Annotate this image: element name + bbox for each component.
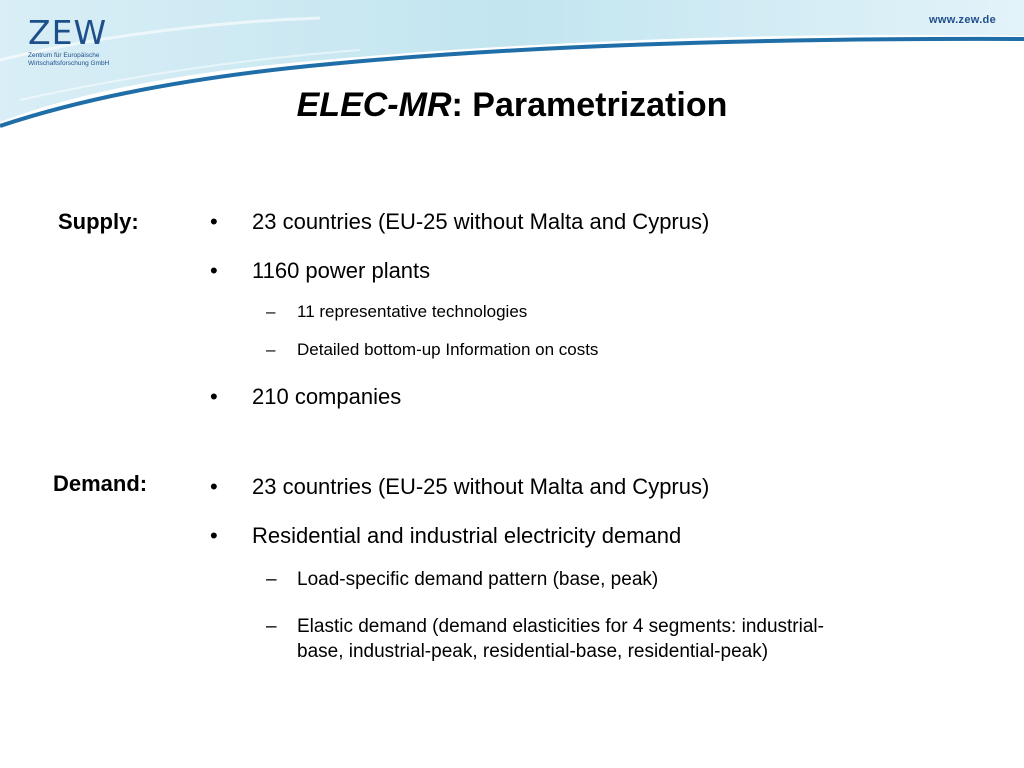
supply-sub-technologies: [266, 302, 527, 322]
sub-text-line-2: base, industrial-peak, residential-base, residential-peak): [297, 641, 769, 662]
supply-bullet-companies: [210, 384, 401, 410]
bullet-icon: •: [210, 384, 218, 409]
website-url: www.zew.de: [929, 14, 996, 26]
demand-bullet-countries: [210, 474, 709, 500]
sub-text: Load-specific demand pattern (base, peak): [297, 569, 659, 590]
dash-icon: –: [266, 302, 276, 321]
logo-subtitle-line-2: Wirtschaftsforschung GmbH: [28, 60, 110, 67]
bullet-text: 210 companies: [252, 384, 402, 409]
zew-logo: [28, 13, 138, 68]
sub-text-line-1: Elastic demand (demand elasticities for 4 segments: industrial-: [297, 616, 824, 637]
supply-bullet-power-plants: [210, 258, 430, 284]
dash-icon: –: [266, 616, 277, 637]
supply-bullet-countries: [210, 209, 709, 235]
dash-icon: –: [266, 569, 277, 590]
title-model-name: ELEC-MR: [296, 86, 452, 124]
bullet-text: 1160 power plants: [252, 258, 431, 283]
supply-sub-costs: [266, 340, 598, 360]
bullet-text: 23 countries (EU-25 without Malta and Cyprus): [252, 474, 710, 499]
bullet-text: 23 countries (EU-25 without Malta and Cyprus): [252, 209, 710, 234]
supply-label: Supply:: [58, 209, 139, 234]
demand-sub-elastic: [266, 614, 824, 664]
dash-icon: –: [266, 340, 276, 359]
title-rest: : Parametrization: [451, 86, 728, 124]
bullet-icon: •: [210, 209, 218, 234]
bullet-icon: •: [210, 258, 218, 283]
logo-subtitle-line-1: Zentrum für Europäische: [28, 52, 100, 59]
demand-sub-load-pattern: [266, 569, 658, 591]
sub-text: Detailed bottom-up Information on costs: [297, 340, 599, 359]
logo-subtitle: [28, 52, 138, 68]
bullet-text: Residential and industrial electricity demand: [252, 523, 682, 548]
bullet-icon: •: [210, 474, 218, 499]
demand-bullet-electricity: [210, 523, 681, 549]
demand-label: Demand:: [53, 471, 148, 496]
logo-mark: ZEW: [28, 13, 108, 52]
bullet-icon: •: [210, 523, 218, 548]
slide-title: [0, 86, 1024, 125]
sub-text: 11 representative technologies: [297, 302, 528, 321]
